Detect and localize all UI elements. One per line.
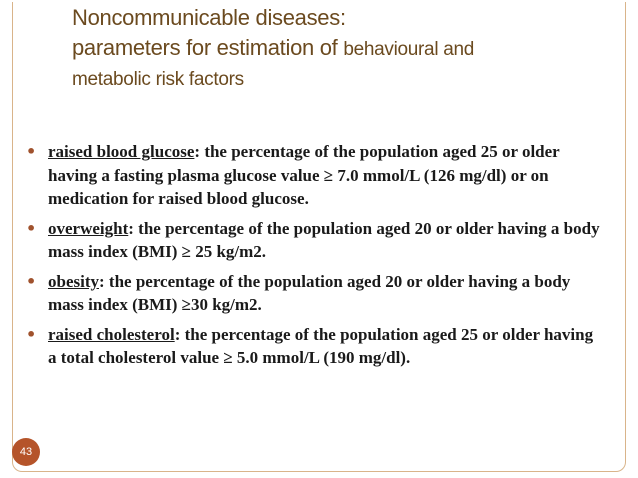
bullet-item [22, 217, 602, 264]
slide-title [72, 3, 612, 95]
title-line-2 [72, 33, 612, 65]
bullet-text: : the percentage of the population aged 25 or older having a total cholesterol value ≥ 5.0 mmol/L (190 mg/dl). [48, 324, 594, 367]
bullet-term: overweight [48, 218, 129, 238]
bullet-icon: • [26, 324, 37, 344]
bullet-icon: • [26, 271, 37, 291]
bullet-text: : the percentage of the population aged 25 or older having a fasting plasma glucose value ≥ 7.0 mmol/L (126 mg/dl) or on medication for raised blood glucose. [48, 142, 560, 208]
bullet-icon: • [26, 218, 37, 238]
bullet-item [22, 270, 602, 317]
bullet-item [22, 140, 602, 211]
bullet-text: : the percentage of the population aged 20 or older having a body mass index (BMI) ≥ 25 kg/m2. [48, 218, 600, 261]
title-line-1: Noncommunicable diseases: [72, 5, 346, 30]
bullet-term: obesity [48, 271, 99, 291]
title-line-3: metabolic risk factors [72, 69, 244, 90]
bullet-icon: • [26, 142, 37, 161]
bullet-term: raised cholesterol [48, 324, 175, 344]
bullet-item [22, 323, 602, 370]
bullet-term: raised blood glucose [48, 142, 195, 161]
title-line-2-main: parameters for estimation of [72, 35, 344, 60]
title-line-2-small: behavioural and [343, 39, 475, 60]
bullet-list [22, 140, 602, 376]
slide-number-badge: 43 [12, 438, 40, 466]
bullet-text: : the percentage of the population aged 20 or older having a body mass index (BMI) ≥30 kg/m2. [48, 271, 571, 314]
